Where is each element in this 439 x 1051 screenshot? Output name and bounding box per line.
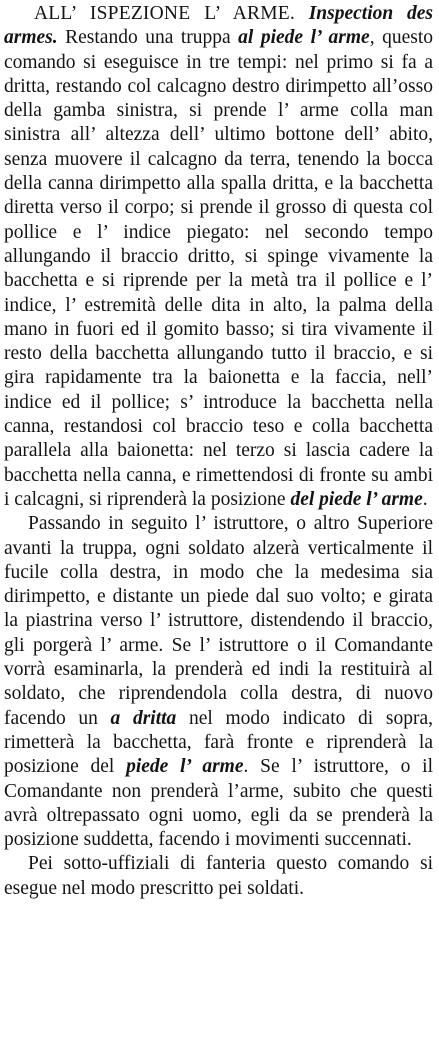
text-segment: Pei sotto-uffiziali di fanteria questo comando si esegue nel modo prescritto pei soldati. <box>4 853 433 899</box>
text-segment <box>295 3 309 24</box>
emphasized-term: al piede l’ arme <box>238 27 370 49</box>
text-segment: . <box>422 488 428 510</box>
text-segment: Restando una truppa <box>57 27 239 49</box>
emphasized-term: del piede l’ arme <box>290 488 423 510</box>
paragraph-sub-officers <box>4 852 433 901</box>
section-heading: ALL’ ISPEZIONE L’ ARME. <box>34 3 295 24</box>
text-segment: nel modo indicato di sopra, rimetterà la bacchetta, farà fronte e riprenderà la posizione del <box>4 707 433 778</box>
text-segment: . Se l’ istruttore, o il Comandante non prenderà l’arme, subito che questi avrà oltrepassato ogni uomo, egli da se prenderà la posizione suddetta, facendo i movimenti succennati. <box>4 756 434 851</box>
emphasized-term: a dritta <box>110 707 177 729</box>
french-term: Inspection des armes. <box>4 3 433 49</box>
emphasized-term: piede l’ arme <box>126 756 244 778</box>
text-segment: Passando in seguito l’ istruttore, o altro Superiore avanti la truppa, ogni soldato alzerà verticalmente il fucile colla destra, in modo che la medesima sia dirimpetto, e distante un piede dal suo volto; e girata la piastrina verso l’ istruttore, distendendo il braccio, gli porgerà l’ arme. Se l’ istruttore o il Comandante vorrà esaminarla, la prenderà ed indi la restituirà al soldato, che riprendendola colla destra, di nuovo facendo un <box>4 513 433 729</box>
text-segment: , questo comando si eseguisce in tre tempi: nel primo si fa a dritta, restando col calcagno destro dirimpetto all’osso della gamba sinistra, si prende l’ arme colla man sinistra all’ altezza dell’ ultimo bottone dell’ abito, senza muovere il calcagno da terra, tenendo la bocca della canna dirimpetto alla spalla dritta, e la bacchetta diretta verso il corpo; si prende il grosso di questa col pollice e l’ indice piegato: nel secondo tempo allungando il braccio dritto, si spinge vivamente la bacchetta e si riprende per la metà tra il pollice e l’ indice, l’ estremità delle dita in alto, la palma della mano in fuori ed il gomito basso; si tira vivamente il resto della bacchetta allungando tutto il braccio, e si gira rapidamente tra la baionetta e la faccia, nell’ indice ed il pollice; s’ introduce la bacchetta nella canna, restandosi col braccio teso e colla bacchetta parallela alla baionetta: nel terzo si lascia cadere la bacchetta nella canna, e rimettendosi di fronte su ambi i calcagni, si riprenderà la posizione <box>4 27 433 510</box>
paragraph-inspection-command <box>4 2 433 512</box>
paragraph-inspection-procedure <box>4 512 433 852</box>
